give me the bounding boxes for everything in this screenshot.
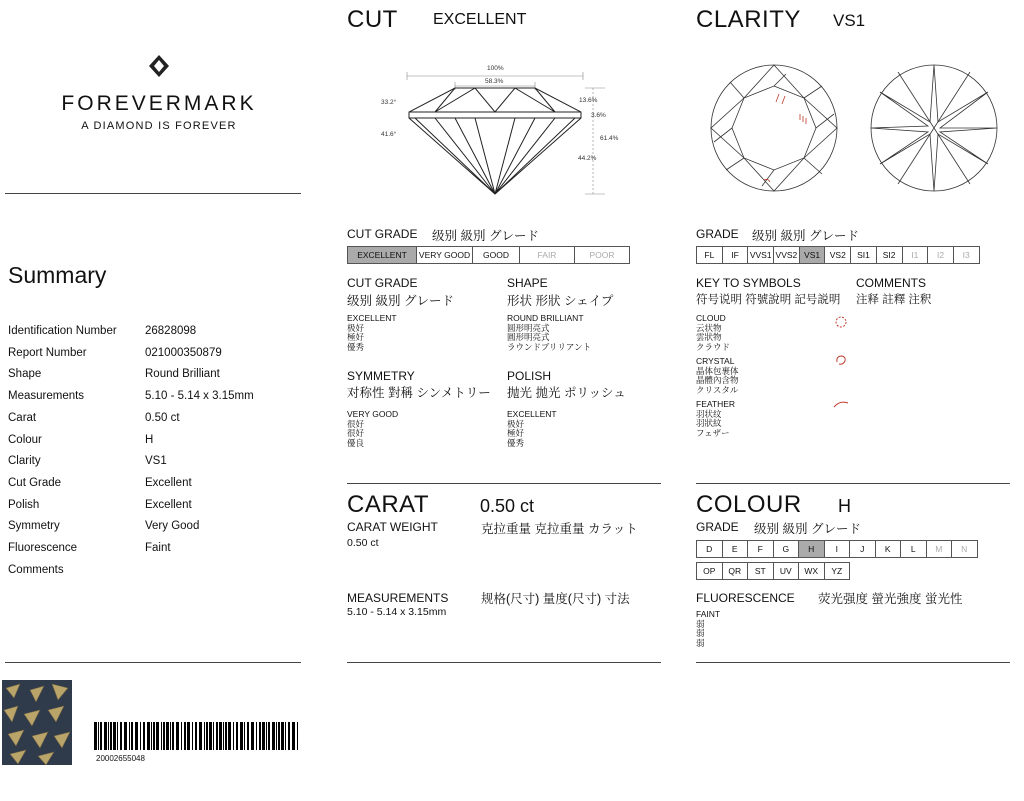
grade-cell: I3 [962, 250, 970, 260]
shape-heading: SHAPE [507, 276, 548, 290]
grade-cell: SI1 [851, 247, 877, 263]
summary-row [8, 390, 308, 408]
grade-cell: GOOD [473, 247, 520, 263]
divider [5, 662, 301, 663]
dim-pavilion-depth: 44.2% [578, 155, 597, 162]
grade-cell: UV [774, 563, 800, 579]
symmetry-value: VERY GOOD 很好 很好 優良 [347, 409, 399, 448]
comments-jp: 注释 註釋 注釈 [856, 294, 932, 306]
summary-label: Cut Grade [8, 476, 62, 489]
summary-label: Measurements [8, 390, 85, 403]
barcode [94, 722, 300, 750]
grade-cell: WX [799, 563, 825, 579]
cut-grade-scale [347, 246, 630, 264]
summary-value: 26828098 [145, 325, 197, 337]
summary-label: Colour [8, 433, 42, 446]
grade-cell: K [876, 541, 902, 557]
summary-row [8, 499, 308, 517]
brand-tagline: A DIAMOND IS FOREVER [81, 120, 237, 132]
grade-cell: VVS2 [774, 247, 800, 263]
summary-value: Round Brilliant [145, 368, 220, 381]
symbol-cloud: CLOUD 云状物 雲狀物 クラウド [696, 313, 731, 352]
carat-weight-label-jp: 克拉重量 克拉重量 カラット [481, 522, 638, 536]
summary-label: Identification Number [8, 325, 117, 337]
grade-cell: D [697, 541, 723, 557]
cut-grade-heading: CUT GRADE [347, 276, 418, 290]
measurements-label-jp: 规格(尺寸) 量度(尺寸) 寸法 [481, 592, 630, 606]
grade-cell: I2 [928, 247, 954, 263]
grade-cell: H [799, 541, 825, 557]
summary-label: Clarity [8, 455, 41, 468]
summary-label: Report Number [8, 346, 87, 359]
summary-label: Fluorescence [8, 542, 78, 554]
clarity-grade-scale [696, 246, 980, 264]
grade-cell: VS2 [825, 247, 851, 263]
polish-heading: POLISH [507, 369, 552, 383]
clarity-plot-pavilion [868, 62, 1000, 197]
grade-cell: VERY GOOD [417, 247, 473, 263]
grade-cell: I1 [903, 247, 929, 263]
summary-value: Faint [145, 542, 171, 554]
grade-cell: E [723, 541, 749, 557]
dim-crown-height: 13.6% [579, 97, 598, 104]
divider [5, 193, 301, 194]
cut-grade-heading-jp: 级别 級別 グレード [347, 294, 454, 308]
summary-label: Polish [8, 498, 40, 511]
colour-grade-scale-extended [696, 562, 850, 580]
summary-row [8, 542, 308, 560]
grade-cell: IF [723, 247, 749, 263]
cut-grade-label-jp: 级别 級別 グレード [432, 229, 539, 243]
grade-cell: VVS1 [748, 247, 774, 263]
grade-cell: QR [723, 563, 749, 579]
clarity-title: CLARITY [696, 6, 801, 33]
summary-row [8, 368, 308, 386]
summary-value: Excellent [145, 476, 192, 489]
summary-value: 5.10 - 5.14 x 3.15mm [145, 390, 254, 403]
grade-cell: SI2 [877, 247, 903, 263]
symbol-feather: FEATHER 羽状纹 羽狀紋 フェザー [696, 399, 736, 438]
grade-cell: J [850, 541, 876, 557]
grade-cell: YZ [831, 566, 843, 576]
clarity-plot-crown [708, 62, 848, 197]
polish-heading-jp: 抛光 拋光 ポリッシュ [507, 386, 626, 400]
divider [347, 483, 661, 484]
grade-cell: L [901, 541, 927, 557]
shape-heading-jp: 形状 形狀 シェイプ [507, 294, 614, 308]
summary-value: VS1 [145, 455, 167, 468]
carat-weight-label: CARAT WEIGHT [347, 520, 438, 534]
brand-name: FOREVERMARK [61, 92, 257, 115]
grade-cell: VS1 [800, 247, 826, 263]
summary-label: Comments [8, 563, 64, 576]
shape-value: ROUND BRILLIANT 圆形明亮式 圓形明亮式 ラウンドブリリアント [507, 313, 592, 352]
dim-total-depth: 61.4% [600, 135, 619, 142]
summary-row [8, 325, 308, 343]
grade-cell: F [748, 541, 774, 557]
diamond-photo [2, 680, 72, 765]
grade-cell: ST [748, 563, 774, 579]
carat-title: CARAT [347, 491, 430, 518]
divider [696, 483, 1010, 484]
measurements-label: MEASUREMENTS [347, 591, 449, 605]
summary-label: Shape [8, 368, 42, 381]
cloud-symbol-icon [834, 315, 848, 329]
cut-proportions-diagram [375, 60, 635, 200]
divider [696, 662, 1010, 663]
cut-grade-value: EXCELLENT 极好 極好 優秀 [347, 313, 397, 352]
colour-grade-label: GRADE [696, 520, 739, 534]
grade-cell: I [825, 541, 851, 557]
grade-cell: M [927, 541, 953, 557]
dim-pavilion-angle: 41.6° [381, 131, 397, 138]
grade-cell: FAIR [520, 247, 575, 263]
symmetry-heading-jp: 对称性 對稱 シンメトリー [347, 386, 491, 400]
summary-row [8, 520, 308, 538]
fluorescence-value: FAINT 弱 弱 弱 [696, 609, 721, 648]
summary-label: Symmetry [8, 520, 60, 533]
key-to-symbols-heading: KEY TO SYMBOLS [696, 276, 801, 290]
key-to-symbols-jp: 符号说明 符號說明 記号説明 [696, 294, 841, 306]
summary-row [8, 347, 308, 365]
symmetry-heading: SYMMETRY [347, 369, 415, 383]
fluorescence-label: FLUORESCENCE [696, 591, 795, 605]
forevermark-logo-icon [147, 54, 171, 78]
grade-cell: FL [697, 247, 723, 263]
colour-grade-label-jp: 级别 級別 グレード [754, 522, 861, 536]
divider [347, 662, 661, 663]
clarity-value: VS1 [833, 11, 866, 30]
summary-value: Excellent [145, 498, 192, 511]
measurements-value: 5.10 - 5.14 x 3.15mm [347, 606, 447, 618]
summary-label: Carat [8, 411, 37, 424]
grade-cell: OP [697, 563, 723, 579]
barcode-number: 20002655048 [96, 754, 145, 763]
summary-row [8, 455, 308, 473]
grade-cell: N [961, 544, 968, 554]
clarity-grade-label: GRADE [696, 227, 739, 241]
summary-row [8, 412, 308, 430]
clarity-grade-label-jp: 级别 級別 グレード [752, 229, 859, 243]
dim-table: 58.3% [485, 78, 504, 85]
symbol-crystal: CRYSTAL 晶体包裹体 晶體內含物 クリスタル [696, 356, 739, 395]
polish-value: EXCELLENT 极好 極好 優秀 [507, 409, 557, 448]
summary-row [8, 564, 308, 582]
fluorescence-label-jp: 荧光强度 螢光強度 蛍光性 [818, 592, 963, 606]
summary-value: Very Good [145, 520, 200, 533]
summary-row [8, 434, 308, 452]
grade-cell: G [774, 541, 800, 557]
carat-weight-value: 0.50 ct [347, 537, 379, 549]
dim-girdle: 3.6% [591, 112, 606, 119]
crystal-symbol-icon [834, 353, 848, 367]
colour-grade-scale [696, 540, 978, 558]
dim-total: 100% [487, 65, 504, 72]
summary-row [8, 477, 308, 495]
grade-cell: EXCELLENT [348, 247, 417, 263]
colour-title: COLOUR [696, 491, 802, 518]
summary-title: Summary [8, 262, 107, 288]
dim-crown-angle: 33.2° [381, 99, 397, 106]
feather-symbol-icon [832, 398, 850, 410]
cut-value: EXCELLENT [433, 11, 527, 28]
carat-value: 0.50 ct [480, 496, 535, 516]
summary-value: H [145, 433, 154, 446]
cut-title: CUT [347, 6, 398, 33]
grade-cell: POOR [589, 250, 615, 260]
comments-heading: COMMENTS [856, 276, 926, 290]
summary-value: 021000350879 [145, 346, 222, 359]
cut-grade-label: CUT GRADE [347, 227, 418, 241]
summary-value: 0.50 ct [145, 411, 180, 424]
colour-value: H [838, 496, 851, 516]
